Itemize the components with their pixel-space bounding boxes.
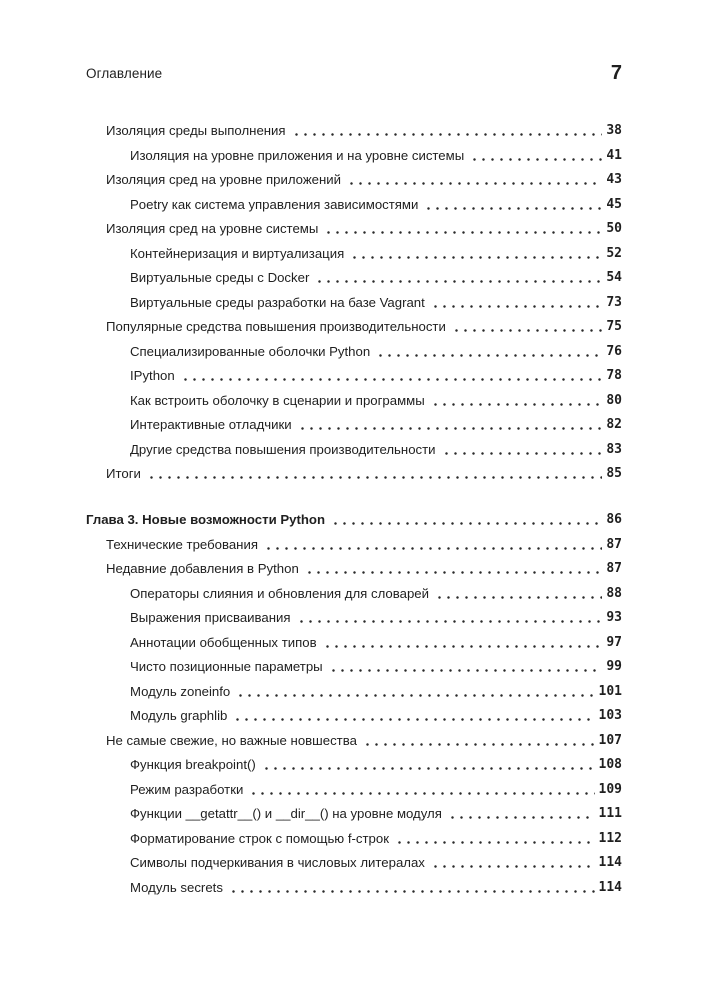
- toc-entry[interactable]: [130, 755, 622, 775]
- toc-entry-title: Модуль graphlib: [130, 708, 228, 723]
- toc-entry[interactable]: [106, 535, 622, 555]
- running-header-title: Оглавление: [86, 66, 163, 81]
- dot-leader: [395, 841, 595, 844]
- toc-entry-page: 86: [606, 512, 622, 527]
- toc-entry-title: Виртуальные среды разработки на базе Vagrant: [130, 294, 425, 310]
- toc-entry-title: Специализированные оболочки Python: [130, 343, 371, 359]
- dot-leader: [181, 378, 603, 381]
- toc-entry-page: 82: [606, 417, 622, 432]
- running-header-page-number: 7: [610, 62, 622, 84]
- toc-entry-title: Изоляция среды выполнения: [106, 123, 286, 138]
- toc-entry[interactable]: [130, 804, 622, 824]
- dot-leader: [329, 669, 603, 672]
- toc-entry-title: Изоляция сред на уровне системы: [106, 221, 319, 236]
- toc-entry[interactable]: [106, 464, 622, 484]
- toc-entry-page: 103: [598, 708, 622, 723]
- toc-chapter-entry[interactable]: [86, 510, 622, 530]
- toc-entry[interactable]: [106, 317, 622, 337]
- toc-entry-page: 52: [606, 245, 622, 261]
- dot-leader: [292, 133, 603, 136]
- toc-entry-title: Изоляция сред на уровне приложений: [106, 172, 342, 187]
- toc-entry-page: 78: [606, 368, 622, 383]
- toc-entry-page: 93: [606, 610, 622, 625]
- dot-leader: [229, 890, 595, 893]
- toc-entry[interactable]: [130, 244, 622, 264]
- toc-entry-page: 87: [606, 536, 622, 552]
- dot-leader: [298, 427, 603, 430]
- toc-entry-title: Интерактивные отладчики: [130, 417, 292, 432]
- running-header: [86, 62, 622, 88]
- toc-entry[interactable]: [130, 657, 622, 677]
- toc-entry-page: 41: [606, 147, 622, 163]
- dot-leader: [331, 522, 602, 525]
- toc-entry-title: Режим разработки: [130, 781, 244, 797]
- toc-entry-page: 83: [606, 441, 622, 457]
- toc-entry[interactable]: [130, 415, 622, 435]
- toc-entry-title: Форматирование строк с помощью f-строк: [130, 830, 389, 846]
- toc-entry-title: Аннотации обобщенных типов: [130, 634, 317, 650]
- toc-entry-title: Контейнеризация и виртуализация: [130, 245, 345, 261]
- dot-leader: [435, 596, 602, 599]
- toc-entry[interactable]: [106, 121, 622, 141]
- dot-leader: [233, 718, 594, 721]
- toc-entry[interactable]: [130, 391, 622, 411]
- toc-entry-page: 80: [606, 392, 622, 408]
- toc-entry-page: 108: [598, 757, 622, 772]
- toc-entry-title: Технические требования: [106, 536, 258, 552]
- toc-entry-title: IPython: [130, 368, 175, 383]
- toc-entry[interactable]: [130, 878, 622, 898]
- toc-entry-title: Другие средства повышения производительности: [130, 441, 436, 457]
- toc-entry-page: 99: [606, 659, 622, 674]
- dot-leader: [350, 256, 602, 259]
- dot-leader: [431, 403, 603, 406]
- toc-entry[interactable]: [130, 584, 622, 604]
- toc-entry[interactable]: [130, 682, 622, 702]
- toc-entry-title: Чисто позиционные параметры: [130, 659, 323, 674]
- dot-leader: [431, 865, 595, 868]
- toc-entry[interactable]: [130, 853, 622, 873]
- dot-leader: [323, 645, 603, 648]
- dot-leader: [315, 280, 602, 283]
- toc-entry-title: Символы подчеркивания в числовых литералах: [130, 855, 425, 870]
- toc-entry-page: 38: [606, 123, 622, 138]
- toc-entry-page: 45: [606, 196, 622, 212]
- toc-entry[interactable]: [130, 633, 622, 653]
- toc-entry[interactable]: [130, 366, 622, 386]
- dot-leader: [324, 231, 602, 234]
- toc-entry-title: Операторы слияния и обновления для словарей: [130, 585, 429, 601]
- dot-leader: [442, 452, 603, 455]
- toc-entry[interactable]: [130, 706, 622, 726]
- toc-entry-page: 54: [606, 270, 622, 285]
- toc-entry-page: 75: [606, 319, 622, 334]
- toc-entry-page: 101: [598, 683, 622, 699]
- toc-entry[interactable]: [130, 829, 622, 849]
- dot-leader: [431, 305, 603, 308]
- toc-entry-title: Poetry как система управления зависимостями: [130, 196, 419, 212]
- toc-entry-title: Виртуальные среды с Docker: [130, 270, 310, 285]
- dot-leader: [297, 620, 603, 623]
- toc-entry-page: 76: [606, 343, 622, 359]
- dot-leader: [470, 158, 602, 161]
- toc-entry-page: 109: [598, 781, 622, 797]
- toc-entry-page: 73: [606, 294, 622, 310]
- toc-entry-page: 97: [606, 634, 622, 650]
- toc-entry[interactable]: [130, 293, 622, 313]
- toc-entry[interactable]: [130, 268, 622, 288]
- dot-leader: [376, 354, 602, 357]
- dot-leader: [347, 182, 602, 185]
- toc-entry-page: 107: [598, 732, 622, 748]
- dot-leader: [249, 792, 594, 795]
- toc-entry-title: Недавние добавления в Python: [106, 561, 299, 576]
- toc-entry-page: 112: [598, 830, 622, 846]
- toc-entry-title: Выражения присваивания: [130, 610, 291, 625]
- toc-entry-title: Модуль secrets: [130, 879, 223, 895]
- toc-entry-title: Функции __getattr__() и __dir__() на уровне модуля: [130, 806, 442, 821]
- dot-leader: [236, 694, 594, 697]
- toc-entry[interactable]: [130, 195, 622, 215]
- toc-entry-title: Модуль zoneinfo: [130, 683, 231, 699]
- dot-leader: [262, 767, 595, 770]
- dot-leader: [448, 816, 595, 819]
- toc-entry-page: 111: [598, 806, 622, 821]
- toc-entry[interactable]: [130, 780, 622, 800]
- toc-entry[interactable]: [106, 170, 622, 190]
- toc-entry-page: 114: [598, 855, 622, 870]
- toc-entry-page: 114: [598, 879, 622, 895]
- toc-entry-title: Популярные средства повышения производительности: [106, 319, 446, 334]
- dot-leader: [264, 547, 602, 550]
- dot-leader: [452, 329, 603, 332]
- toc-entry-title: Функция breakpoint(): [130, 757, 256, 772]
- toc-entry[interactable]: [130, 440, 622, 460]
- dot-leader: [424, 207, 602, 210]
- dot-leader: [147, 476, 602, 479]
- toc-entry-title: Изоляция на уровне приложения и на уровне системы: [130, 147, 465, 163]
- toc-entry-page: 43: [606, 172, 622, 187]
- toc-chapter-title: Глава 3. Новые возможности Python: [86, 512, 326, 527]
- dot-leader: [305, 571, 603, 574]
- toc-entry[interactable]: [130, 146, 622, 166]
- toc-entry[interactable]: [106, 559, 622, 579]
- toc-entry-page: 50: [606, 221, 622, 236]
- toc-entry-title: Как встроить оболочку в сценарии и программы: [130, 392, 425, 408]
- toc-entry-page: 85: [606, 466, 622, 481]
- dot-leader: [363, 743, 595, 746]
- toc-entry[interactable]: [106, 731, 622, 751]
- toc-entry-title: Не самые свежие, но важные новшества: [106, 732, 357, 748]
- toc-entry-title: Итоги: [106, 466, 141, 481]
- toc-entry[interactable]: [130, 342, 622, 362]
- toc-entry-page: 88: [606, 585, 622, 601]
- toc-entry[interactable]: [130, 608, 622, 628]
- toc-entry-page: 87: [606, 561, 622, 576]
- toc-entry[interactable]: [106, 219, 622, 239]
